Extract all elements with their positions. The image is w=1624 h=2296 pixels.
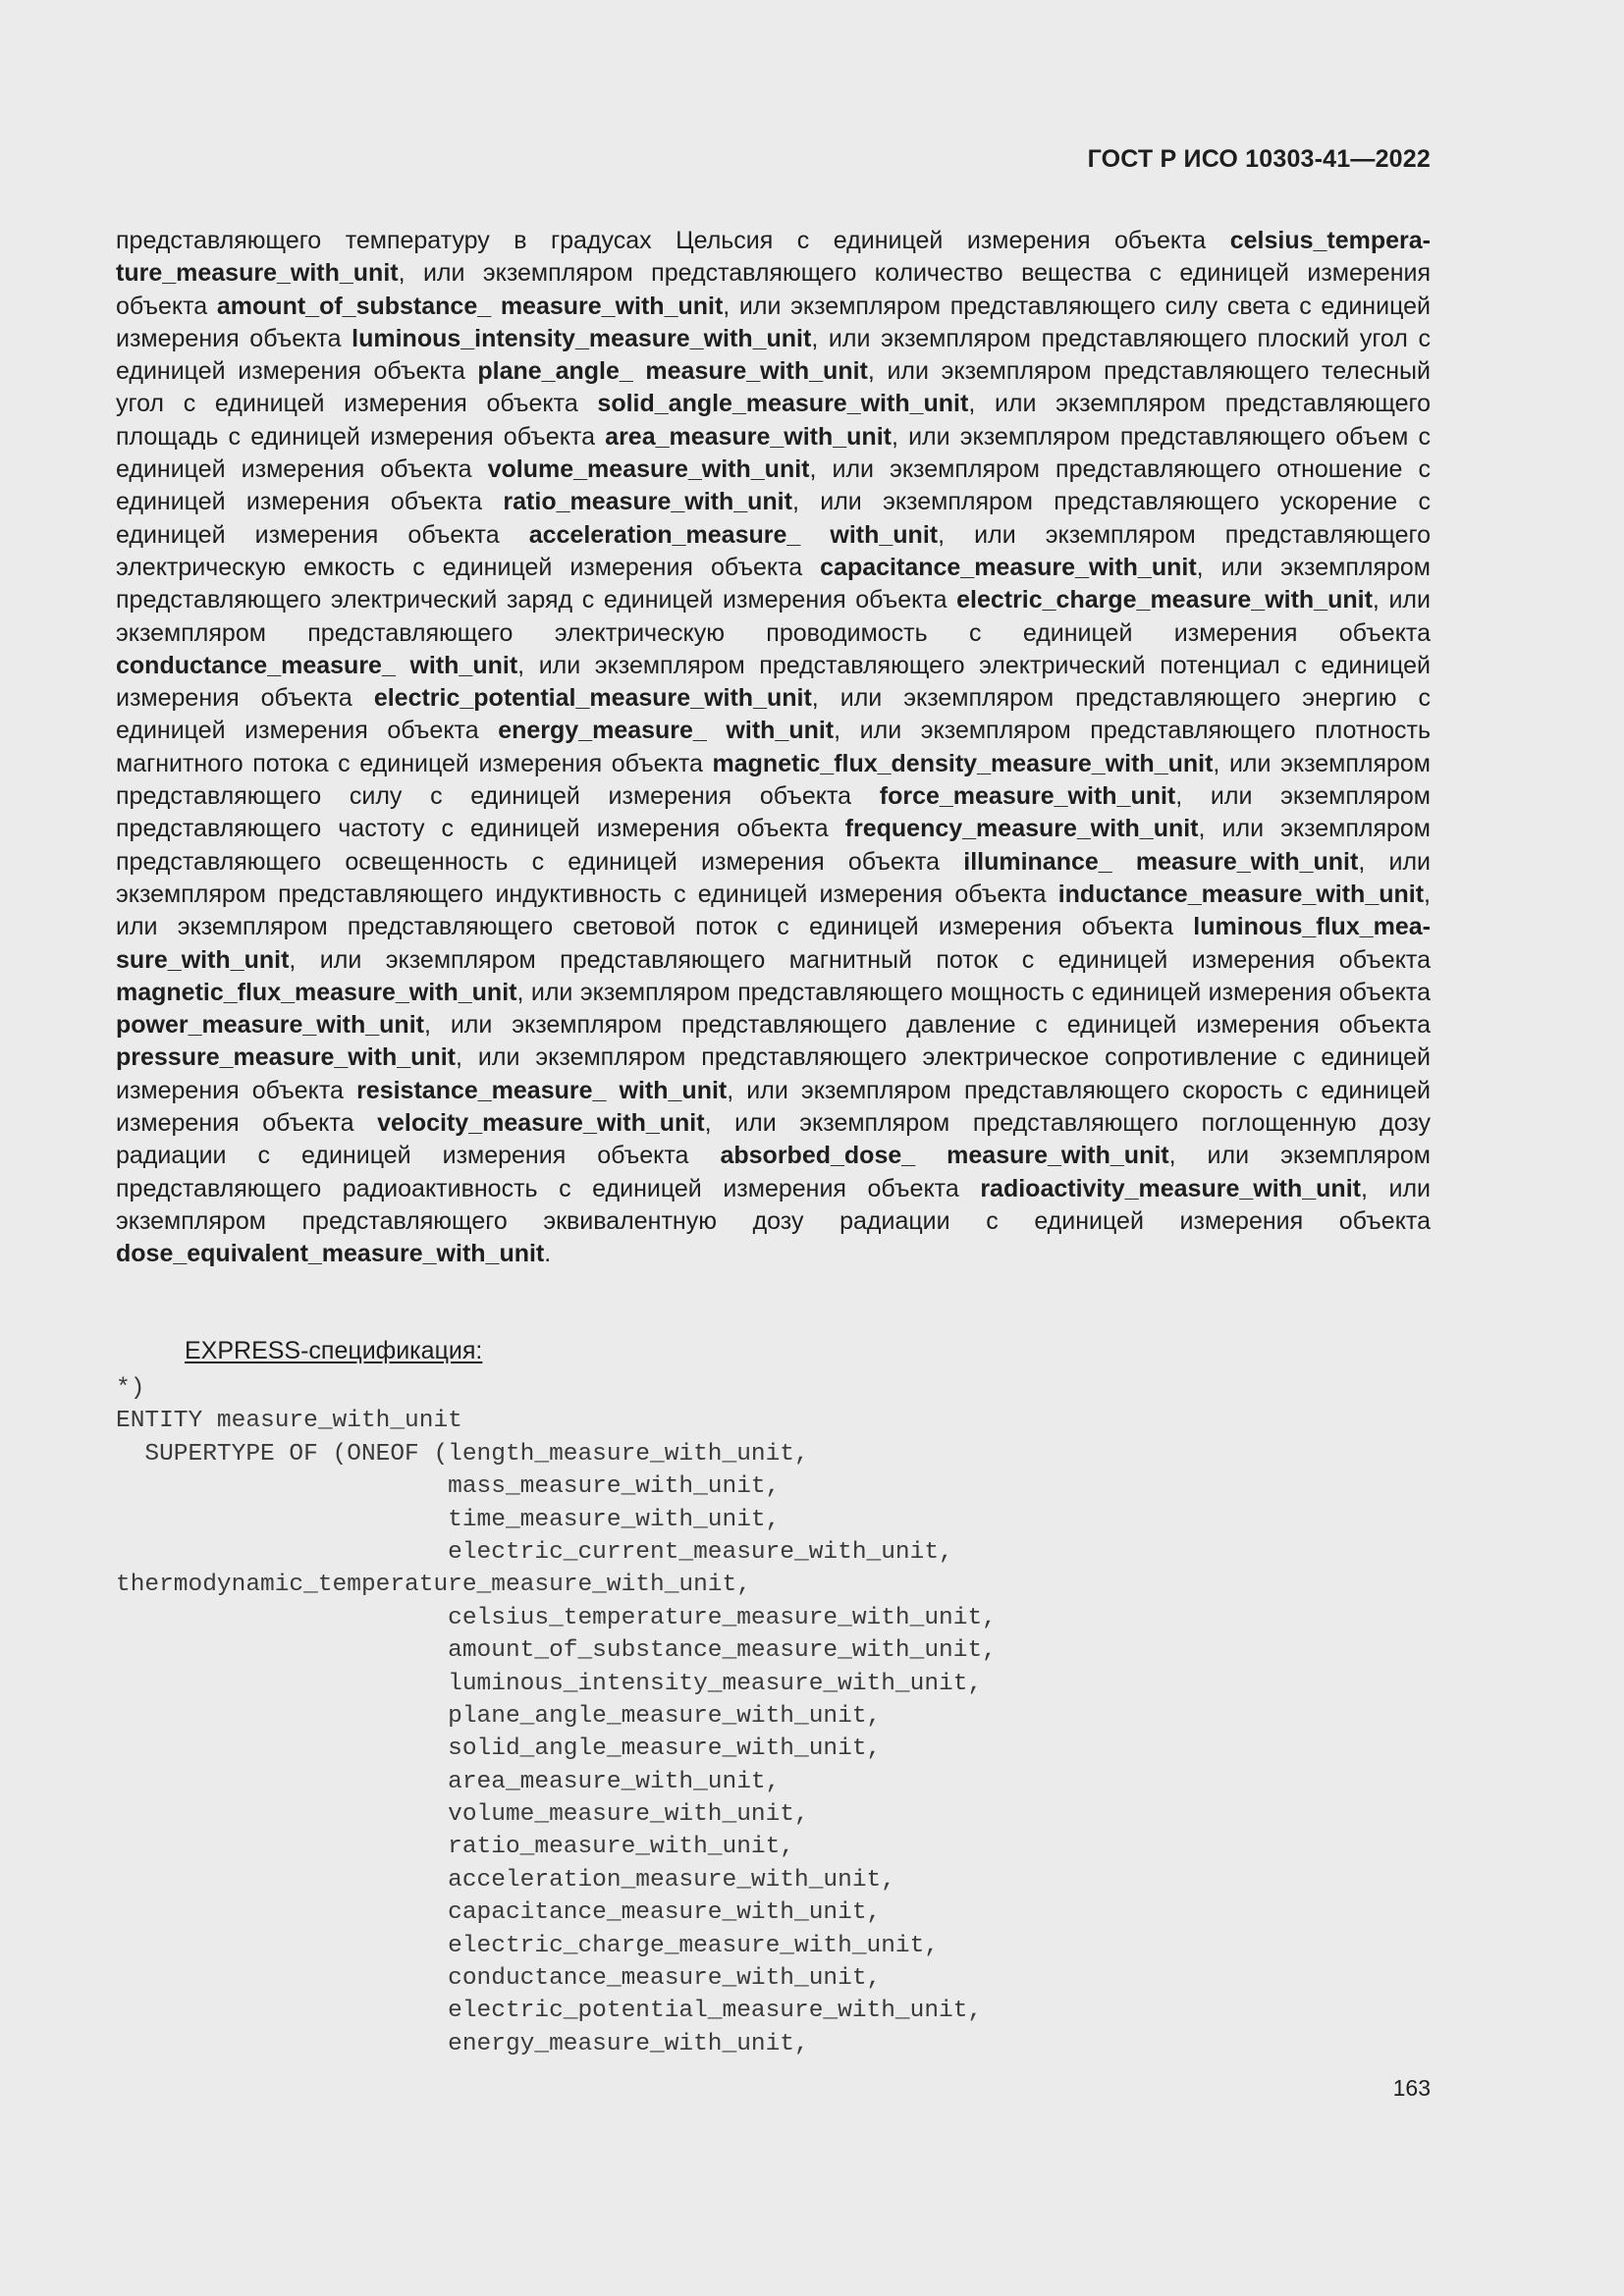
text-run: , или экземпляром представляющего электрическую емкость с единицей измерения объекта [116,520,1431,581]
code-line: volume_measure_with_unit, [116,1801,809,1829]
text-run: , или экземпляром представляющего объем с единицей измерения объекта [116,422,1431,484]
entity-name: resistance_measure_ with_unit [356,1076,728,1104]
entity-name: amount_of_substance_ measure_with_unit [216,292,724,320]
text-run: , или экземпляром представляющего ускорение с единицей измерения объекта [116,488,1431,549]
document-header: ГОСТ Р ИСО 10303-41—2022 [1087,145,1431,173]
entity-name: pressure_measure_with_unit [116,1043,456,1072]
entity-name: force_measure_with_unit [879,782,1176,811]
code-line: ratio_measure_with_unit, [116,1834,795,1861]
body-paragraph [116,225,1431,1271]
entity-name: luminous_intensity_measure_with_unit [352,324,812,352]
entity-name: conductance_measure_ with_unit [116,651,518,679]
text-run: , или экземпляром представляющего освещенность с единицей измерения объекта [116,815,1431,876]
entity-name: energy_measure_ with_unit [498,717,835,745]
code-line: solid_angle_measure_with_unit, [116,1735,882,1763]
code-line: energy_measure_with_unit, [116,2030,809,2057]
code-line: plane_angle_measure_with_unit, [116,1702,882,1730]
entity-name: area_measure_with_unit [605,422,892,451]
entity-name: celsius_temperature_measure_with_unit [116,227,1431,288]
text-run: , или экземпляром представляющего электрическое сопротивление с единицей измерения объекта [116,1043,1431,1104]
entity-name: magnetic_flux_density_measure_with_unit [712,749,1214,777]
text-run: , или экземпляром представляющего мощность с единицей измерения объекта [516,978,1431,1006]
entity-name: plane_angle_ measure_with_unit [477,357,868,386]
code-line: *) [116,1375,145,1402]
code-line: acceleration_measure_with_unit, [116,1866,895,1894]
code-line: ENTITY measure_with_unit [116,1408,462,1435]
entity-name: acceleration_measure_ with_unit [528,520,939,549]
text-run: , или экземпляром представляющего индуктивность с единицей измерения объекта [116,847,1431,908]
entity-name: absorbed_dose_ measure_with_unit [720,1142,1169,1170]
entity-name: frequency_measure_with_unit [844,815,1199,843]
text-run: , или экземпляром представляющего энергию с единицей измерения объекта [116,684,1431,745]
text-run: , или экземпляром представляющего электрический потенциал с единицей измерения объекта [116,651,1431,713]
entity-name: inductance_measure_with_unit [1057,880,1425,908]
code-line: electric_charge_measure_with_unit, [116,1932,940,1959]
code-line: conductance_measure_with_unit, [116,1965,882,1993]
entity-name: volume_measure_with_unit [487,455,810,484]
text-run: , или экземпляром представляющего поглощенную дозу радиации с единицей измерения объекта [116,1109,1432,1170]
text-run: , или экземпляром представляющего частоту с единицей измерения объекта [116,782,1431,843]
entity-name: dose_equivalent_measure_with_unit [116,1240,545,1268]
entity-name: radioactivity_measure_with_unit [980,1174,1361,1202]
entity-name: ratio_measure_with_unit [503,488,792,516]
text-run: , или экземпляром представляющего плотность магнитного потока с единицей измерения объекта [116,717,1431,777]
text-run: , или экземпляром представляющего площадь с единицей измерения объекта [116,390,1431,451]
code-line: capacitance_measure_with_unit, [116,1899,882,1927]
code-line: amount_of_substance_measure_with_unit, [116,1637,997,1665]
text-run: , или экземпляром представляющего скорость с единицей измерения объекта [116,1076,1431,1138]
code-line: SUPERTYPE OF (ONEOF (length_measure_with_unit, [116,1440,809,1468]
text-run: , или экземпляром представляющего радиоактивность с единицей измерения объекта [116,1142,1431,1202]
entity-name: electric_potential_measure_with_unit [373,684,812,713]
entity-name: capacitance_measure_with_unit [820,553,1197,581]
express-specification-label: EXPRESS-спецификация: [185,1337,483,1364]
entity-name: power_measure_with_unit [116,1011,424,1040]
text-run: , или экземпляром представляющего отношение с единицей измерения объекта [116,455,1431,516]
text-run: , или экземпляром представляющего электрический заряд с единицей измерения объекта [116,553,1431,614]
text-run: , или экземпляром представляющего электрическую проводимость с единицей измерения объекта [116,586,1431,647]
text-run: , или экземпляром представляющего плоский угол с единицей измерения объекта [116,324,1431,386]
page-number: 163 [1392,2075,1431,2101]
entity-name: magnetic_flux_measure_with_unit [116,978,517,1006]
code-line: celsius_temperature_measure_with_unit, [116,1604,997,1631]
text-run: , или экземпляром представляющего силу с единицей измерения объекта [116,749,1431,811]
code-line: luminous_intensity_measure_with_unit, [116,1670,983,1697]
text-run: , или экземпляром представляющего световой поток с единицей измерения объекта [116,880,1431,941]
code-line: thermodynamic_temperature_measure_with_unit, [116,1572,751,1599]
code-line: time_measure_with_unit, [116,1506,781,1533]
text-run: представляющего температуру в градусах Цельсия с единицей измерения объекта [116,227,1230,254]
express-code-block [116,1372,997,2060]
text-run: , или экземпляром представляющего магнитный поток с единицей измерения объекта [289,945,1431,974]
text-run: , или экземпляром представляющего силу света с единицей измерения объекта [116,292,1431,352]
text-run: . [544,1240,552,1268]
entity-name: luminous_flux_measure_with_unit [116,913,1431,974]
code-line: electric_potential_measure_with_unit, [116,1998,983,2025]
text-run: , или экземпляром представляющего телесный угол с единицей измерения объекта [116,357,1431,418]
text-run: , или экземпляром представляющего эквивалентную дозу радиации с единицей измерения объекта [116,1174,1432,1235]
code-line: area_measure_with_unit, [116,1768,781,1795]
entity-name: velocity_measure_with_unit [377,1109,705,1138]
text-run: , или экземпляром представляющего количество вещества с единицей измерения объекта [116,259,1431,320]
code-line: mass_measure_with_unit, [116,1473,781,1501]
entity-name: solid_angle_measure_with_unit [597,390,969,418]
entity-name: electric_charge_measure_with_unit [956,586,1373,614]
entity-name: illuminance_ measure_with_unit [963,847,1359,876]
code-line: electric_current_measure_with_unit, [116,1538,953,1566]
text-run: , или экземпляром представляющего давление с единицей измерения объекта [423,1011,1431,1040]
